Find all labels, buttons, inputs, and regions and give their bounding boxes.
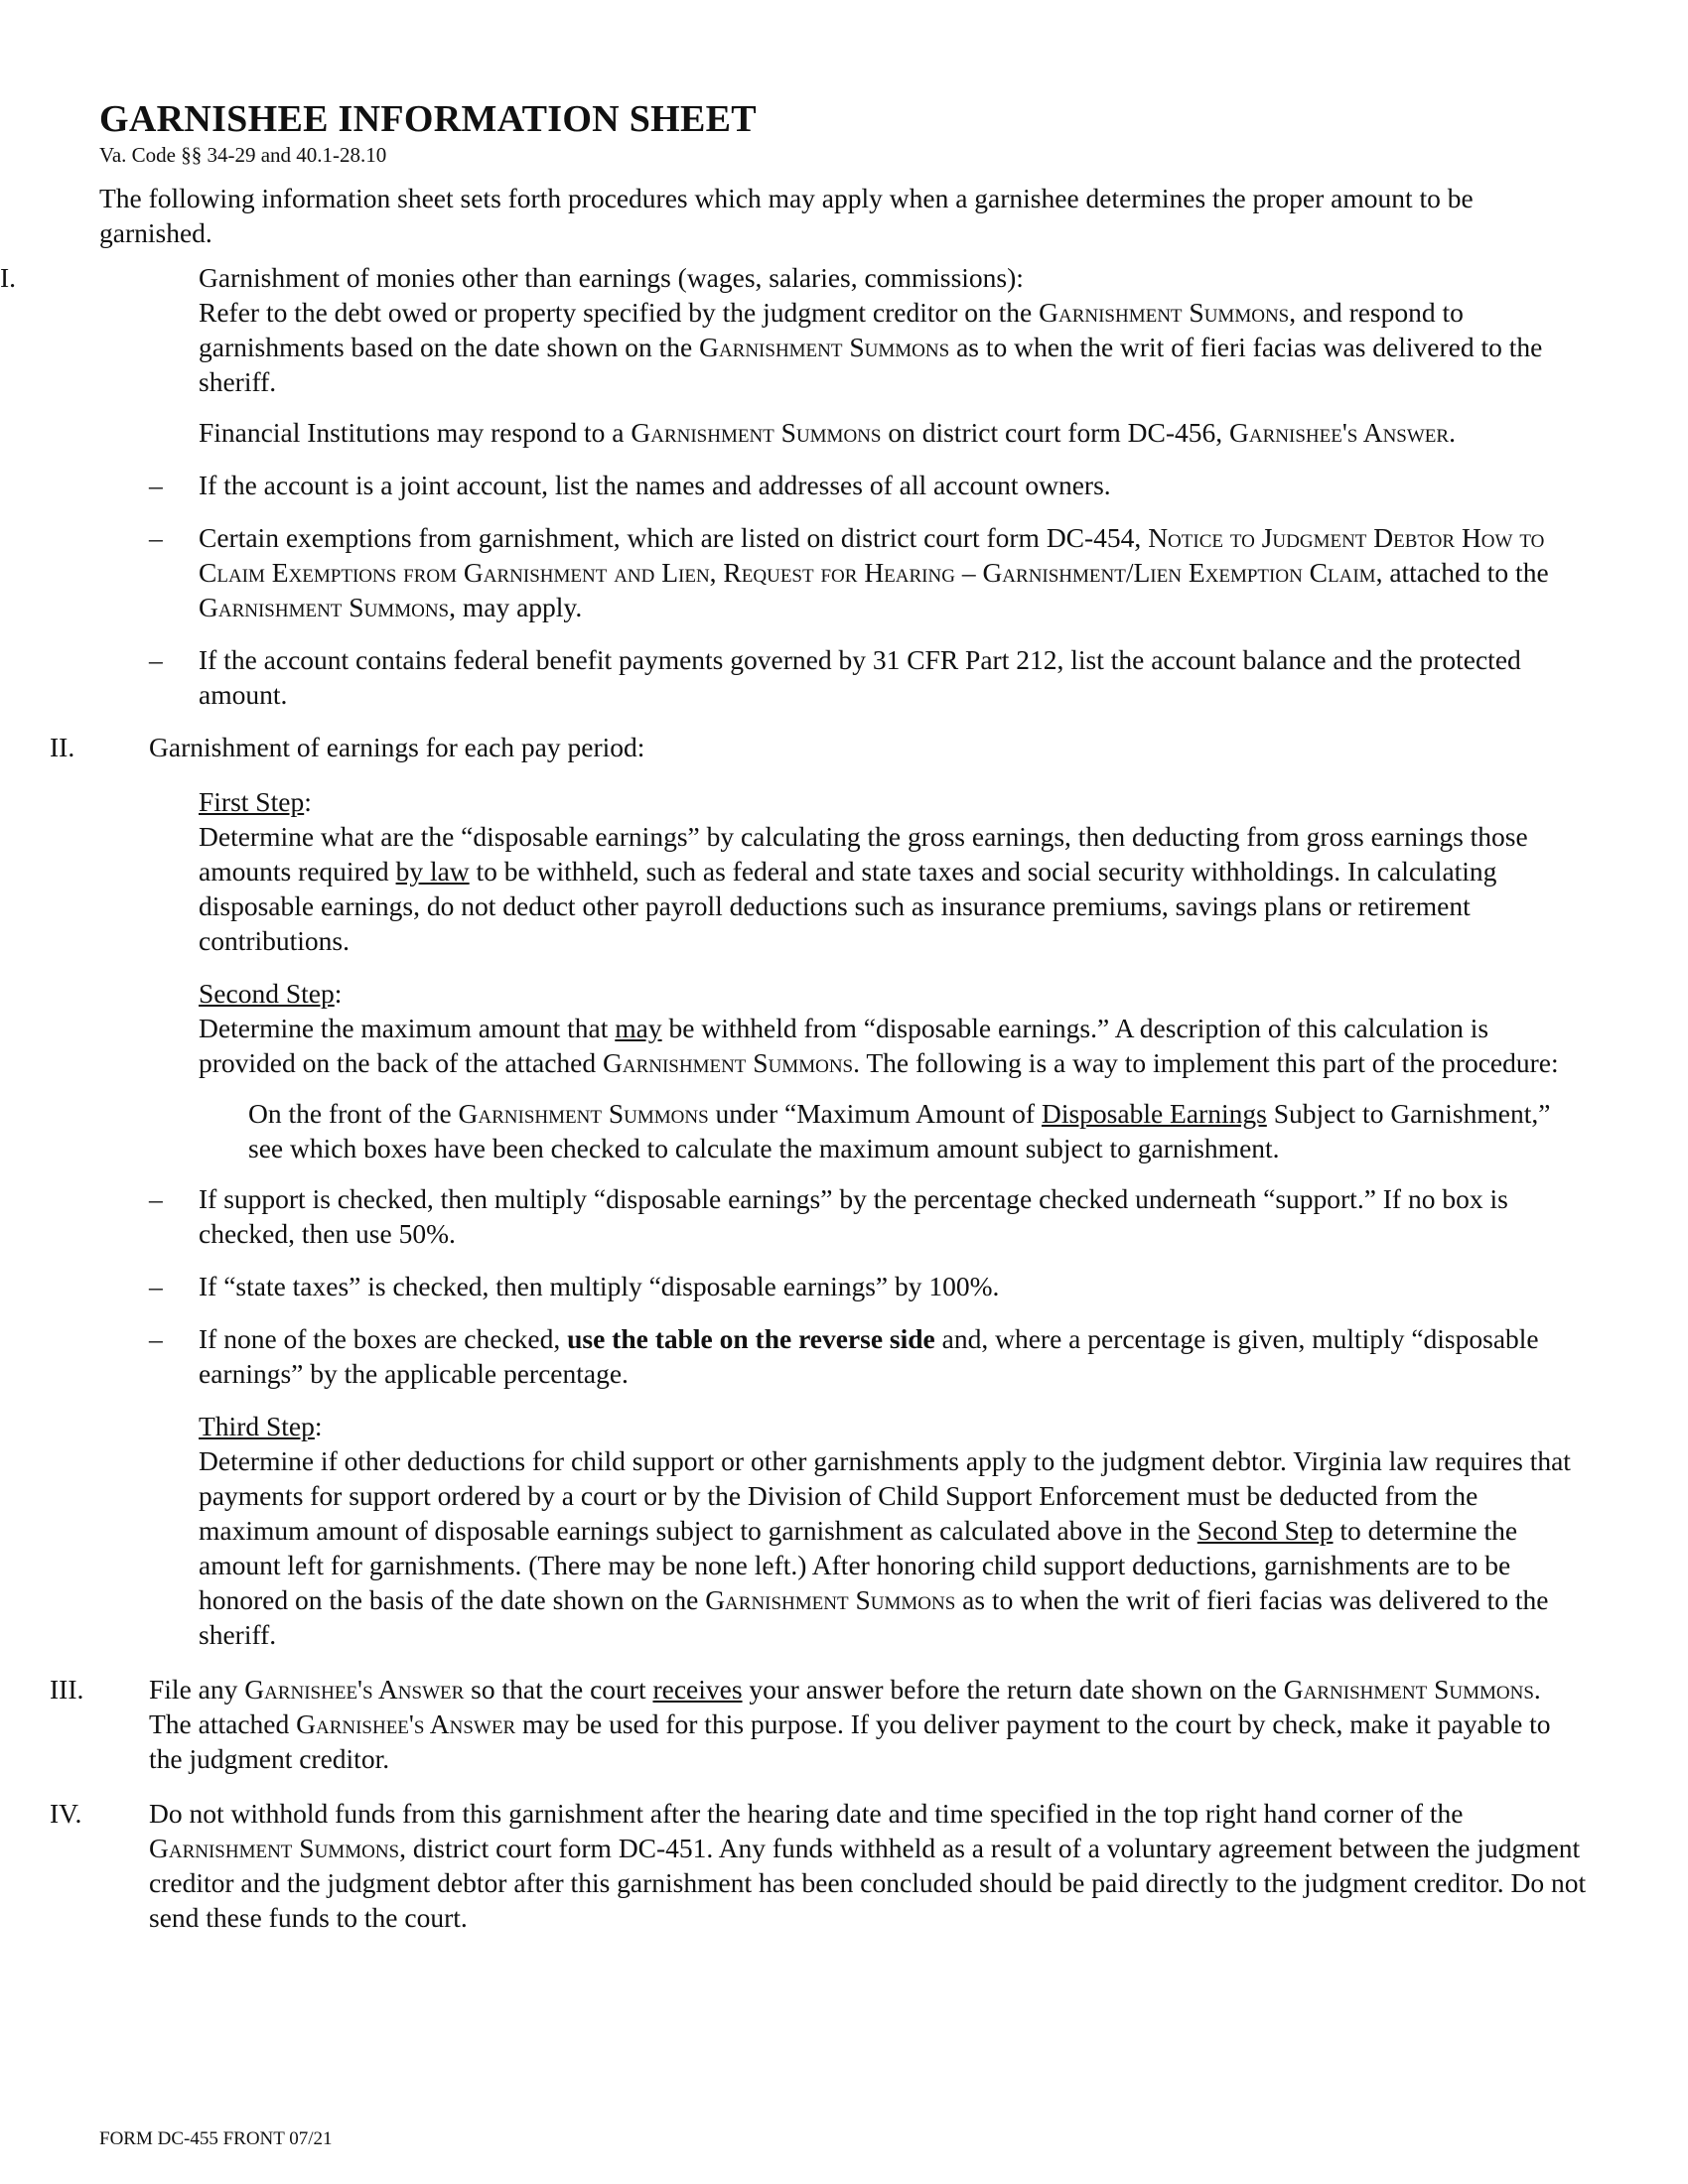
section-i-list (99, 468, 1589, 712)
second-step: Second Step: Determine the maximum amount that may be withheld from “disposable earnings.” A description of this calculation is provided on the back of the attached Garnishment Summons. The following is a way to implement this part of the procedure: On the front of the Garnishment Summons under “Maximum Amount of Disposable Earnings Subject to Garnishment,” see which boxes have been checked to calculate the maximum amount subject to garnishment. (149, 976, 1589, 1165)
page-title: GARNISHEE INFORMATION SHEET (99, 98, 757, 140)
section-i-paragraph-2: Financial Institutions may respond to a Garnishment Summons on district court form DC-456, Garnishee's Answer. (199, 417, 1456, 448)
list-item: – If none of the boxes are checked, use the table on the reverse side and, where a percentage is given, multiply “disposable earnings” by the applicable percentage. (149, 1323, 1539, 1389)
section-i-number: I. (0, 262, 17, 293)
list-item: – If the account contains federal benefit payments governed by 31 CFR Part 212, list the account balance and the protected amount. (149, 644, 1521, 710)
third-step-heading: Third Step (199, 1411, 315, 1441)
section-iii-number: III. (50, 1674, 84, 1705)
list-item: – If support is checked, then multiply “disposable earnings” by the percentage checked underneath “support.” If no box is checked, then use 50%. (149, 1183, 1508, 1249)
section-i-heading: Garnishment of monies other than earnings (wages, salaries, commissions): (199, 262, 1024, 293)
form-footer: FORM DC-455 FRONT 07/21 (99, 2128, 333, 2149)
second-step-text: Determine the maximum amount that may be withheld from “disposable earnings.” A description of this calculation is provided on the back of the attached Garnishment Summons. The following is a way to implement this part of the procedure: (199, 1013, 1559, 1078)
section-iii (50, 1672, 1589, 1776)
section-iii-text: File any Garnishee's Answer so that the court receives your answer before the return date shown on the Garnishment Summons. The attached Garnishee's Answer may be used for this purpose. If you deliver payment to the court by check, make it payable to the judgment creditor. (149, 1674, 1551, 1774)
list-item: – If “state taxes” is checked, then multiply “disposable earnings” by 100%. (149, 1271, 1000, 1301)
list-item: – If the account is a joint account, list the names and addresses of all account owners. (149, 470, 1111, 500)
first-step-text: Determine what are the “disposable earnings” by calculating the gross earnings, then deducting from gross earnings those amounts required by law to be withheld, such as federal and state taxes and social security withholdings. In calculating disposable earnings, do not deduct other payroll deductions such as insurance premiums, savings plans or retirement contributions. (199, 821, 1528, 956)
document-page (0, 97, 1589, 1935)
section-iv-text: Do not withhold funds from this garnishment after the hearing date and time specified in the top right hand corner of the Garnishment Summons, district court form DC-451. Any funds withheld as a result of a voluntary agreement between the judgment creditor and the judgment debtor after this garnishment has been concluded should be paid directly to the judgment creditor. Do not send these funds to the court. (149, 1798, 1587, 1933)
third-step: Third Step: Determine if other deductions for child support or other garnishments apply to the judgment debtor. Virginia law requires that payments for support ordered by a court or by the Division of Child Support Enforcement must be deducted from the maximum amount of disposable earnings subject to garnishment as calculated above in the Second Step to determine the amount left for garnishments. (There may be none left.) After honoring child support deductions, garnishments are to be honored on the basis of the date shown on the Garnishment Summons as to when the writ of fieri facias was delivered to the sheriff. (149, 1409, 1589, 1652)
statute-reference: Va. Code §§ 34-29 and 40.1-28.10 (99, 143, 387, 167)
section-ii (50, 730, 1589, 1652)
list-item: – Certain exemptions from garnishment, which are listed on district court form DC-454, Notice to Judgment Debtor How to Claim Exemptions from Garnishment and Lien, Request for Hearing – Garnishment/Lien Exemption Claim, attached to the Garnishment Summons, may apply. (149, 522, 1549, 622)
section-i (0, 260, 1589, 712)
calculation-list (149, 1181, 1589, 1391)
summons-front-instruction: On the front of the Garnishment Summons under “Maximum Amount of Disposable Earnings Subject to Garnishment,” see which boxes have been checked to calculate the maximum amount subject to garnishment. (248, 1098, 1551, 1163)
first-step-heading: First Step (199, 786, 305, 817)
section-iv (50, 1796, 1589, 1935)
section-iv-number: IV. (50, 1798, 82, 1829)
section-i-paragraph-1: Refer to the debt owed or property specified by the judgment creditor on the Garnishment Summons, and respond to garnishments based on the date shown on the Garnishment Summons as to when the writ of fieri facias was delivered to the sheriff. (199, 297, 1543, 397)
second-step-heading: Second Step (199, 978, 335, 1009)
section-ii-heading: Garnishment of earnings for each pay period: (149, 732, 645, 762)
first-step: First Step: Determine what are the “disposable earnings” by calculating the gross earnings, then deducting from gross earnings those amounts required by law to be withheld, such as federal and state taxes and social security withholdings. In calculating disposable earnings, do not deduct other payroll deductions such as insurance premiums, savings plans or retirement contributions. (149, 784, 1589, 958)
section-ii-number: II. (50, 732, 75, 762)
third-step-text: Determine if other deductions for child support or other garnishments apply to the judgment debtor. Virginia law requires that payments for support ordered by a court or by the Division of Child Support Enforcement must be deducted from the maximum amount of disposable earnings subject to garnishment as calculated above in the Second Step to determine the amount left for garnishments. (There may be none left.) After honoring child support deductions, garnishments are to be honored on the basis of the date shown on the Garnishment Summons as to when the writ of fieri facias was delivered to the sheriff. (199, 1445, 1571, 1650)
intro-paragraph: The following information sheet sets forth procedures which may apply when a garnishee determines the proper amount to be garnished. (99, 183, 1474, 248)
